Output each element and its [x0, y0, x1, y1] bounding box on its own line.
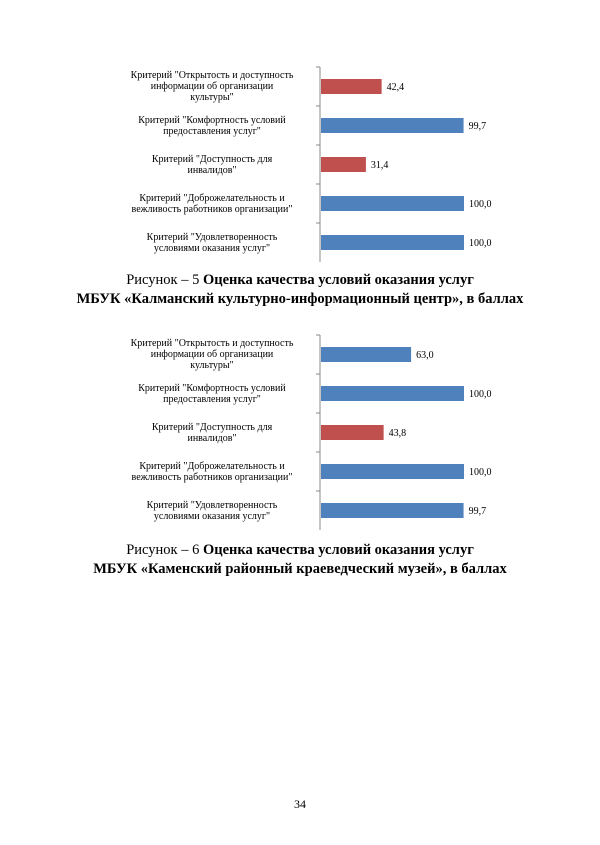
category-label-line: вежливость работников организации"	[131, 203, 293, 215]
category-label-line: инвалидов"	[187, 432, 237, 444]
data-label-5: 99,7	[468, 506, 487, 517]
bar-5	[321, 235, 464, 250]
figure-caption-6	[0, 541, 600, 579]
category-label-line: предоставления услуг"	[163, 125, 261, 137]
caption-title-line2: МБУК «Калманский культурно-информационный центр», в баллах	[76, 291, 524, 307]
caption-prefix: Рисунок – 5	[126, 272, 203, 288]
category-label-line: Критерий "Удовлетворенность	[146, 499, 278, 511]
bar-4	[321, 464, 464, 479]
category-label-1	[112, 70, 312, 103]
bar-2	[321, 118, 464, 133]
data-label-2: 99,7	[468, 121, 487, 132]
caption-title-line1: Оценка качества условий оказания услуг	[202, 542, 474, 558]
category-label-line: Критерий "Доброжелательность и	[139, 460, 285, 472]
category-label-2	[112, 383, 312, 405]
bar-4	[321, 196, 464, 211]
category-label-3	[112, 422, 312, 444]
caption-prefix: Рисунок – 6	[126, 542, 203, 558]
bar-3	[321, 425, 384, 440]
category-label-5	[112, 232, 312, 254]
category-label-4	[112, 193, 312, 215]
category-label-line: Критерий "Доступность для	[151, 153, 273, 165]
category-label-line: условиями оказания услуг"	[153, 510, 271, 522]
category-label-line: информации об организации	[150, 81, 274, 92]
caption-title-line2: МБУК «Каменский районный краеведческий музей», в баллах	[93, 561, 507, 577]
category-label-4	[112, 461, 312, 483]
caption-title-line1: Оценка качества условий оказания услуг	[202, 272, 474, 288]
bar-5	[321, 503, 464, 518]
data-label-1: 42,4	[386, 82, 405, 93]
bar-1	[321, 79, 382, 94]
data-label-3: 31,4	[370, 160, 389, 171]
data-label-3: 43,8	[388, 428, 407, 439]
category-label-line: Критерий "Доброжелательность и	[139, 192, 285, 204]
category-label-line: культуры"	[190, 360, 234, 371]
category-label-line: Критерий "Комфортность условий	[138, 382, 286, 394]
data-label-5: 100,0	[469, 238, 492, 249]
chart-kalmansky	[0, 62, 600, 262]
category-label-line: информации об организации	[150, 349, 274, 360]
category-label-3	[112, 154, 312, 176]
bar-2	[321, 386, 464, 401]
category-label-line: культуры"	[190, 92, 234, 103]
category-label-line: инвалидов"	[187, 164, 237, 176]
page-number: 34	[294, 797, 306, 811]
data-label-1: 63,0	[416, 350, 434, 361]
category-label-line: Критерий "Открытость и доступность	[130, 70, 294, 81]
bar-1	[321, 347, 411, 362]
bar-3	[321, 157, 366, 172]
category-label-2	[112, 115, 312, 137]
category-label-line: условиями оказания услуг"	[153, 242, 271, 254]
chart-kamensky	[0, 330, 600, 530]
category-label-line: вежливость работников организации"	[131, 471, 293, 483]
data-label-4: 100,0	[469, 199, 492, 210]
category-label-line: Критерий "Доступность для	[151, 421, 273, 433]
category-label-line: предоставления услуг"	[163, 393, 261, 405]
data-label-4: 100,0	[469, 467, 492, 478]
category-label-line: Критерий "Удовлетворенность	[146, 231, 278, 243]
data-label-2: 100,0	[469, 389, 492, 400]
category-label-5	[112, 500, 312, 522]
category-label-line: Критерий "Комфортность условий	[138, 114, 286, 126]
category-label-line: Критерий "Открытость и доступность	[130, 338, 294, 349]
category-label-1	[112, 338, 312, 371]
figure-caption-5	[0, 271, 600, 309]
